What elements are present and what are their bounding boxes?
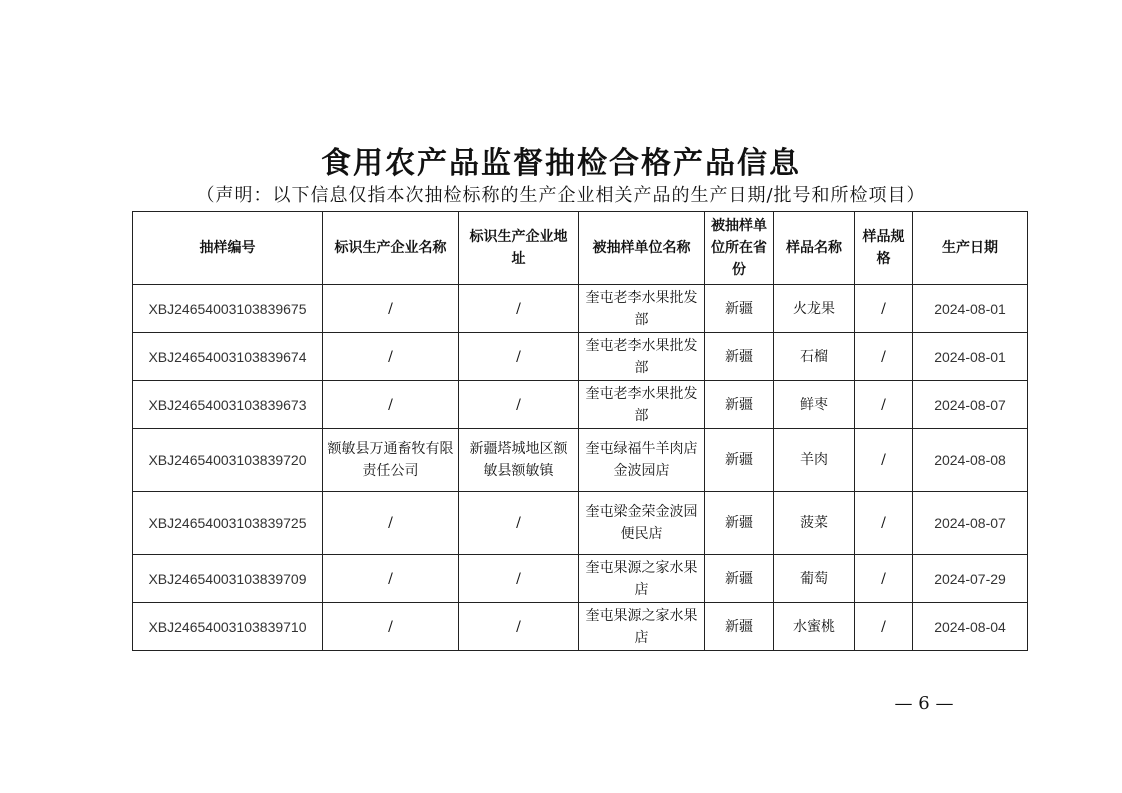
- cell-sample-code: XBJ24654003103839725: [133, 492, 323, 555]
- cell-producer-name: /: [323, 492, 459, 555]
- page-number: — 6 —: [894, 693, 954, 714]
- cell-unit-province: 新疆: [705, 603, 774, 651]
- cell-unit-province: 新疆: [705, 429, 774, 492]
- cell-unit-province: 新疆: [705, 492, 774, 555]
- cell-producer-address: /: [459, 381, 579, 429]
- cell-production-date: 2024-08-01: [913, 285, 1028, 333]
- cell-sample-spec: /: [855, 603, 913, 651]
- cell-sampled-unit: 奎屯果源之家水果店: [579, 555, 705, 603]
- cell-producer-name: /: [323, 555, 459, 603]
- table-row: [133, 603, 1028, 651]
- header-producer-address: 标识生产企业地址: [459, 212, 579, 285]
- cell-sampled-unit: 奎屯老李水果批发部: [579, 381, 705, 429]
- header-sampled-unit: 被抽样单位名称: [579, 212, 705, 285]
- cell-production-date: 2024-08-07: [913, 381, 1028, 429]
- cell-unit-province: 新疆: [705, 381, 774, 429]
- cell-producer-address: 新疆塔城地区额敏县额敏镇: [459, 429, 579, 492]
- header-unit-province: 被抽样单位所在省份: [705, 212, 774, 285]
- cell-sample-spec: /: [855, 492, 913, 555]
- table-row: [133, 492, 1028, 555]
- cell-sample-spec: /: [855, 429, 913, 492]
- cell-sample-name: 水蜜桃: [774, 603, 855, 651]
- cell-producer-name: /: [323, 285, 459, 333]
- cell-sample-code: XBJ24654003103839673: [133, 381, 323, 429]
- cell-producer-address: /: [459, 333, 579, 381]
- table-row: [133, 381, 1028, 429]
- cell-sample-code: XBJ24654003103839675: [133, 285, 323, 333]
- inspection-table: [132, 211, 1028, 651]
- cell-unit-province: 新疆: [705, 333, 774, 381]
- cell-sample-name: 火龙果: [774, 285, 855, 333]
- cell-sampled-unit: 奎屯梁金荣金波园便民店: [579, 492, 705, 555]
- cell-producer-address: /: [459, 492, 579, 555]
- cell-production-date: 2024-08-07: [913, 492, 1028, 555]
- cell-sampled-unit: 奎屯果源之家水果店: [579, 603, 705, 651]
- cell-sample-name: 鲜枣: [774, 381, 855, 429]
- document-subtitle: （声明：以下信息仅指本次抽检标称的生产企业相关产品的生产日期/批号和所检项目）: [196, 185, 926, 206]
- cell-unit-province: 新疆: [705, 285, 774, 333]
- header-sample-code: 抽样编号: [133, 212, 323, 285]
- cell-sample-code: XBJ24654003103839720: [133, 429, 323, 492]
- cell-producer-name: /: [323, 381, 459, 429]
- cell-producer-name: /: [323, 603, 459, 651]
- cell-sample-name: 菠菜: [774, 492, 855, 555]
- cell-sample-spec: /: [855, 381, 913, 429]
- table-header-row: [133, 212, 1028, 285]
- cell-producer-address: /: [459, 555, 579, 603]
- header-sample-spec: 样品规格: [855, 212, 913, 285]
- cell-sample-spec: /: [855, 285, 913, 333]
- cell-sample-code: XBJ24654003103839709: [133, 555, 323, 603]
- cell-producer-name: 额敏县万通畜牧有限责任公司: [323, 429, 459, 492]
- cell-producer-name: /: [323, 333, 459, 381]
- table-row: [133, 285, 1028, 333]
- cell-sampled-unit: 奎屯绿福牛羊肉店金波园店: [579, 429, 705, 492]
- cell-sampled-unit: 奎屯老李水果批发部: [579, 285, 705, 333]
- table-row: [133, 555, 1028, 603]
- cell-sample-spec: /: [855, 555, 913, 603]
- table-row: [133, 333, 1028, 381]
- table-row: [133, 429, 1028, 492]
- cell-producer-address: /: [459, 603, 579, 651]
- cell-sample-name: 羊肉: [774, 429, 855, 492]
- header-producer-name: 标识生产企业名称: [323, 212, 459, 285]
- cell-sample-code: XBJ24654003103839674: [133, 333, 323, 381]
- document-title: 食用农产品监督抽检合格产品信息: [321, 146, 801, 181]
- cell-sample-name: 葡萄: [774, 555, 855, 603]
- cell-production-date: 2024-08-04: [913, 603, 1028, 651]
- cell-sample-code: XBJ24654003103839710: [133, 603, 323, 651]
- header-sample-name: 样品名称: [774, 212, 855, 285]
- cell-producer-address: /: [459, 285, 579, 333]
- cell-sampled-unit: 奎屯老李水果批发部: [579, 333, 705, 381]
- cell-production-date: 2024-08-01: [913, 333, 1028, 381]
- cell-sample-spec: /: [855, 333, 913, 381]
- cell-unit-province: 新疆: [705, 555, 774, 603]
- header-production-date: 生产日期: [913, 212, 1028, 285]
- cell-production-date: 2024-08-08: [913, 429, 1028, 492]
- cell-production-date: 2024-07-29: [913, 555, 1028, 603]
- cell-sample-name: 石榴: [774, 333, 855, 381]
